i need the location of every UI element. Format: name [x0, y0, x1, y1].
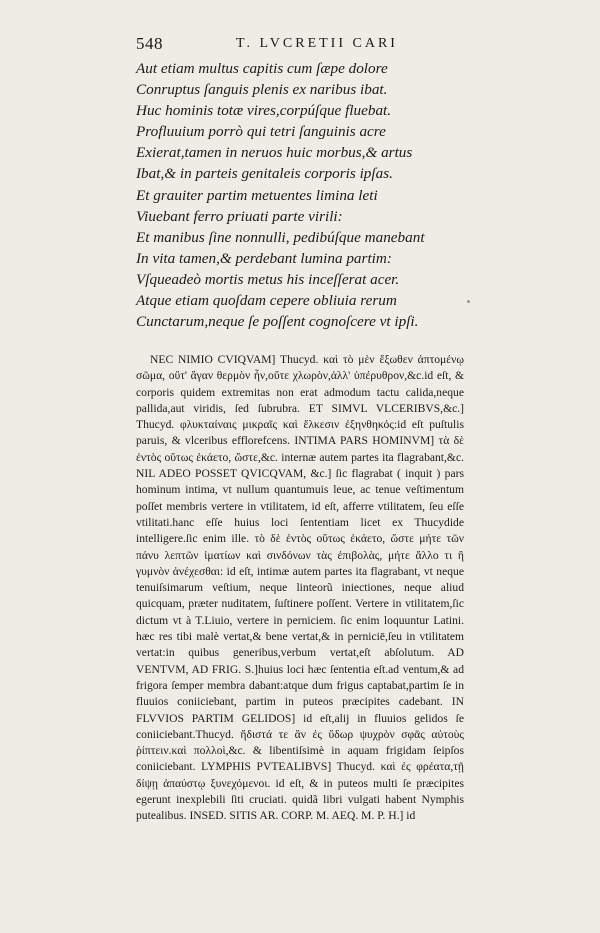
verse-line: Conruptus ſanguis plenis ex naribus ibat. — [136, 81, 388, 99]
verse-line: Viuebant ferro priuati parte virili: — [136, 207, 343, 225]
running-title: T. LVCRETII CARI — [236, 36, 398, 51]
page-number: 548 — [136, 34, 163, 53]
verse-line: Et manibus ſine nonnulli, pedibúſque manebant — [136, 228, 425, 246]
verse-line: Exierat,tamen in neruos huic morbus,& artus — [136, 144, 413, 162]
verse-line: Aut etiam multus capitis cum ſæpe dolore — [136, 60, 388, 77]
verse-line: Et grauiter partim metuentes limina leti — [136, 186, 378, 204]
running-header — [136, 34, 466, 58]
verse-line: In vita tamen,& perdebant lumina partim: — [136, 249, 392, 267]
verse-line: Ibat,& in parteis genitaleis corporis ipſas. — [136, 165, 393, 183]
verse-line: Cunctarum,neque ſe poſſent cognoſcere vt ipſi. — [136, 313, 419, 331]
poem-verses — [136, 58, 476, 332]
verse-line: Huc hominis totæ vires,corpúſque fluebat. — [136, 102, 392, 120]
paper-speck — [467, 300, 470, 303]
verse-line: Atque etiam quoſdam cepere obliuia rerum — [136, 292, 397, 310]
verse-line: Profluuium porrò qui tetri ſanguinis acre — [136, 123, 386, 141]
verse-line: Vſqueadeò mortis metus his inceſſerat acer. — [136, 270, 400, 288]
commentary-paragraph: NEC NIMIO CVIQVAM] Thucyd. καὶ τὸ μὲν ἔξωθεν ἁπτομένῳ σῶμα, οὔτ' ἄγαν θερμὸν ἦν,οὔτε χλωρὸν,ἀλλ' ὑπέρυθρον,&c.id eſt, & corporis quidem extremitas non erat admodum tactu calida,neque pallida,aut viridis, ſed ſubrubra. ET SIMVL VLCERIBVS,&c.] Thucyd. φλυκταίναις μικραῖς καὶ ἕλκεσιν ἐξηνθηκός:id eſt puſtulis paruis, & vlceribus efflorefcens. INTIMA PARS HOMINVM] τὰ δὲ ἐντὸς οὕτως ἐκάετο, ὥστε,&c. internæ autem partes ita flagrabant,&c. NIL ADEO POSSET QVICQVAM, &c.] ſic flagrabat ( inquit ) pars hominum intima, vt nullum quantumuis leue, ac tenue veſtimentum poſſet membris vertere in vtilitatem, id eſt, afferre vtilitatem, ſeu eſſe vtilitati.hanc eſſe huius loci ſententiam licet ex Thucydide intelligere.ſic enim ille. τὸ δὲ ἐντὸς οὕτως ἐκάετο, ὥστε μήτε τῶν πάνυ λεπτῶν ἱματίων καὶ σινδόνων τὰς ἐπιβολὰς, μήτε ἄλλο τι ἢ γυμνὸν ἀνέχεσθαι: id eſt, intimæ autem partes ita flagrabant, vt neque tenuiſsimarum veſtium, neque linteorũ iniectiones, neque aliud quicquam, præter nuditatem, ſuſtinere poſſent. Vertere in vtilitatem,ſic dictum vt à T.Liuio, vertere in perniciem. ſic enim loquuntur Latini. hæc res tibi malè vertat,& bene vertat,& in perniciē,ſeu in vtilitatem vertat:in quibus generibus,verbum vertat,eſt abſolutum. AD VENTVM, AD FRIG. S.]huius loci hæc ſententia eſt.ad ventum,& ad frigora ſemper membra dabant:atque dum frigus captabat,partim ſe in fluuios coniiciebant, partim in puteos præcipites cadebant. IN FLVVIOS PARTIM GELIDOS] id eſt,alij in fluuios gelidos ſe coniiciebant.Thucyd. ἥδιστά τε ἂν ἐς ὕδωρ ψυχρὸν σφᾶς αὐτοὺς ῥίπτειν.καὶ πολλοὶ,&c. & libentiſsimè in aquam frigidam ſeipſos coniiciebant. LYMPHIS PVTEALIBVS] Thucyd. καὶ ἐς φρέατα,τῇ δίψῃ ἀπαύστῳ ξυνεχόμενοι. id eſt, & in puteos multi ſe præcipites egerunt inexplebili ſiti cruciati. quidã libri vulgati habent Nymphis putealibus. INSED. SITIS AR. CORP. M. AEQ. M. P. H.] id — [136, 353, 464, 823]
